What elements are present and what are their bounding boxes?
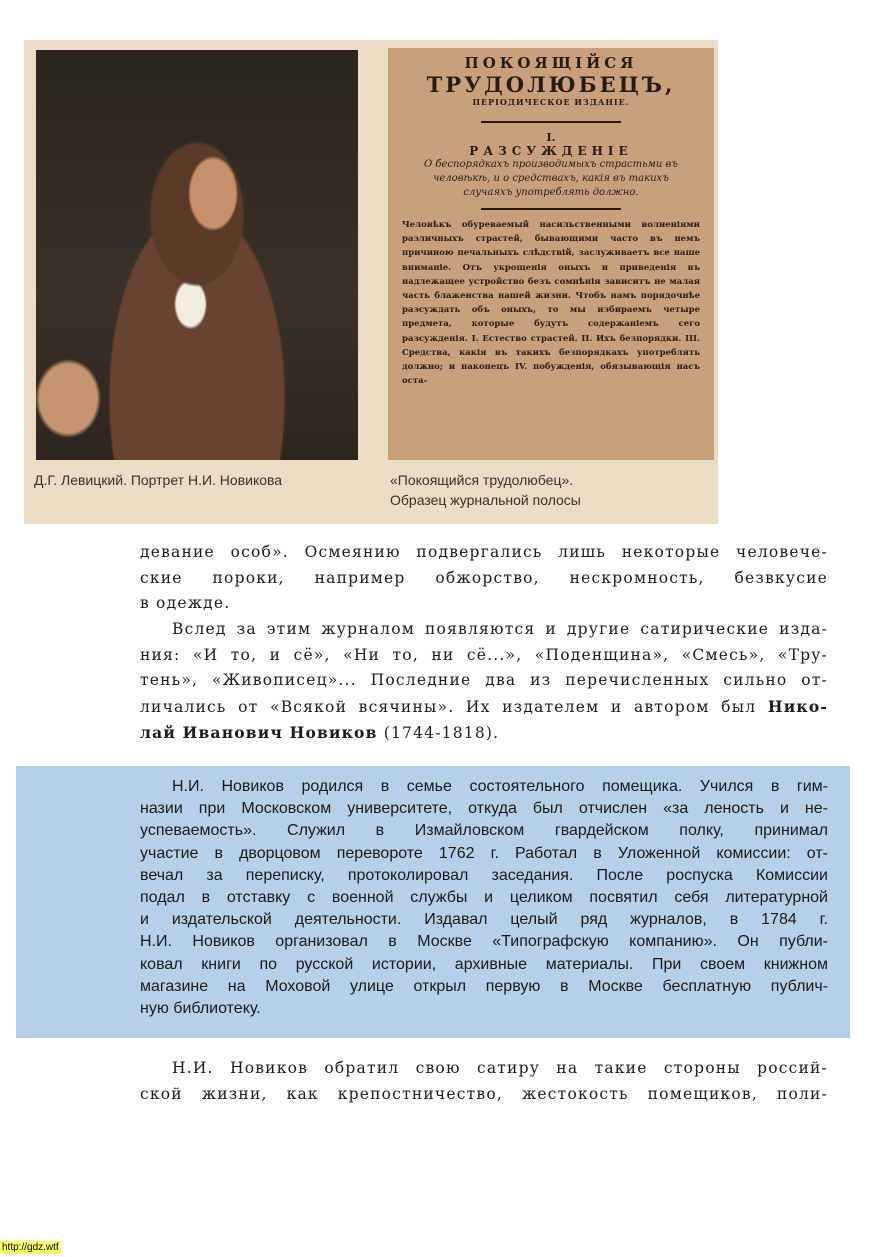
portrait-image [36, 50, 358, 460]
text-line: назии при Московском университете, откуда был отчислен «за леность и не- [140, 800, 828, 818]
journal-subtitle: ПЕРІОДИЧЕСКОЕ ИЗДАНІЕ. [472, 97, 630, 107]
journal-rule [481, 121, 621, 123]
text-line: и издательской деятельности. Издавал целый ряд журналов, в 1784 г. [140, 911, 828, 929]
text-line [140, 694, 828, 720]
biography-text [140, 776, 828, 1020]
journal-heading: РАЗСУЖДЕНІЕ [469, 144, 633, 158]
text-line: ской жизни, как крепостничество, жестокость помещиков, поли- [140, 1084, 828, 1103]
journal-title-line2: ТРУДОЛЮБЕЦЪ, [426, 72, 676, 97]
journal-caption [390, 470, 581, 510]
journal-caption-line: Образец журнальной полосы [390, 492, 581, 508]
body-text-1 [140, 540, 828, 746]
text-line: вечал за переписку, протоколировал заседания. После роспуска Комиссии [140, 866, 828, 884]
illustration-block [24, 40, 718, 524]
text-line: Н.И. Новиков организовал в Москве «Типографскую компанию». Он публи- [140, 933, 828, 951]
text-line: ния: «И то, и сё», «Ни то, ни сё...», «Поденщина», «Смесь», «Тру- [140, 645, 828, 664]
body-text-2 [140, 1056, 828, 1107]
biography-box [16, 766, 850, 1038]
text-line: магазине на Моховой улице открыл первую в Москве бесплатную публич- [140, 977, 828, 995]
text-span: личались от «Всякой всячины». Их издателем и автором был [140, 698, 768, 717]
text-line: успеваемость». Служил в Измайловском гвардейском полку, принимал [140, 822, 828, 840]
portrait-caption: Д.Г. Левицкий. Портрет Н.И. Новикова [34, 472, 283, 488]
text-line: ную библиотеку. [140, 999, 261, 1017]
text-line [140, 720, 828, 746]
text-line: подал в отставку с военной службы и целиком посвятил себя литературной [140, 888, 828, 906]
text-line: Н.И. Новиков обратил свою сатиру на такие стороны россий- [172, 1059, 828, 1077]
journal-number: I. [546, 131, 556, 144]
bold-name: лай Иванович Новиков [140, 722, 378, 742]
text-line: в одежде. [140, 594, 231, 613]
journal-caption-line: «Покоящийся трудолюбец». [390, 472, 574, 488]
text-line: Н.И. Новиков родился в семье состоятельного помещика. Учился в гим- [172, 778, 828, 795]
text-line: девание особ». Осмеянию подвергались лишь некоторые человече- [140, 543, 828, 561]
years: (1744-1818). [377, 723, 500, 742]
footer-link[interactable]: http://gdz.wtf [2, 1242, 59, 1253]
journal-body: Человѣкъ обуреваемый насильственными волненіями различныхъ страстей, бывающими часто въ немъ причиною печальныхъ слѣдствій, заслуживаетъ все наше вниманіе. Отъ укрощенія оныхъ и приведенія въ надлежащее устройство безъ сомнѣнія зависитъ не малая часть блаженства нашей жизни. Чтобъ намъ порядочнѣе разсуждать объ оныхъ, то мы избираемъ четыре предмета, которые будутъ содержаніемъ сего разсужденія. I. Естество страстей. II. Ихъ безпорядки. III. Средства, какія въ такихъ безпорядкахъ употреблять должно; и наконецъ IV. побужденія, обязывающія насъ оста- [402, 220, 700, 387]
journal-title-line1: ПОКОЯЩІЙСЯ [464, 54, 638, 72]
text-line: ковал книги по русской истории, архивные материалы. При своем книжном [140, 955, 828, 973]
text-line: Вслед за этим журналом появляются и другие сатирические изда- [172, 620, 828, 639]
journal-page-image [388, 48, 714, 460]
journal-lead: О беспорядкахъ производимыхъ страстьми въ человѣкѣ, и о средствахъ, какія въ такихъ случаяхъ употреблять должно. [424, 159, 678, 198]
journal-rule [481, 208, 621, 210]
bold-name: Нико- [767, 697, 828, 717]
text-line: ские пороки, например обжорство, нескромность, безвкусие [140, 568, 828, 587]
text-line: участие в дворцовом перевороте 1762 г. Работал в Уложенной комиссии: от- [140, 844, 828, 862]
text-line: тень», «Живописец»... Последние два из перечисленных сильно от- [140, 671, 828, 690]
